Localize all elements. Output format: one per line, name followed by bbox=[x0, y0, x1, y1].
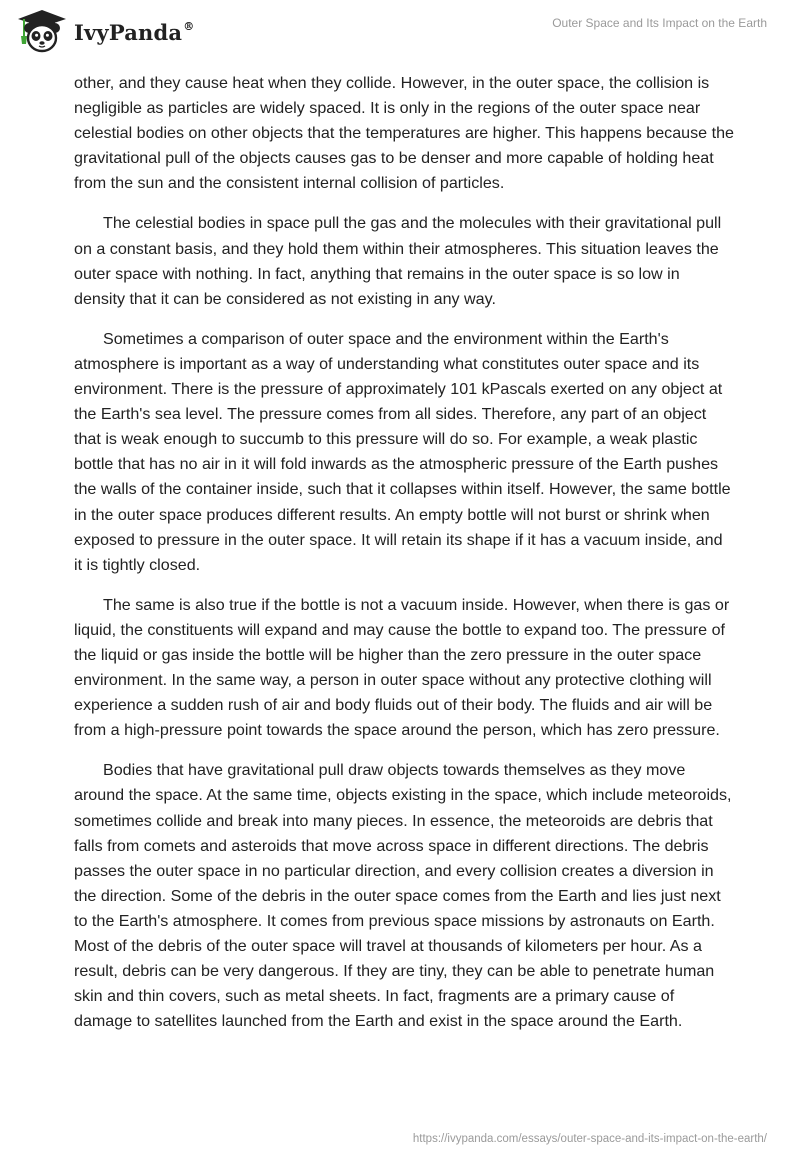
brand-name bbox=[74, 20, 194, 45]
paragraph-3: Sometimes a comparison of outer space and the environment within the Earth's atmosphere is important as a way of understanding what constitutes outer space and its environment. There is the pressure of approximately 101 kPascals exerted on any object at the Earth's sea level. The pressure comes from all sides. Therefore, any part of an object that is weak enough to succumb to this pressure will do so. For example, a weak plastic bottle that has no air in it will fold inwards as the atmospheric pressure of the Earth pushes the walls of the container inside, such that it collapses within itself. However, the same bottle in the outer space produces different results. An empty bottle will not burst or shrink when exposed to pressure in the outer space. It will retain its shape if it has a vacuum inside, and it is tightly closed. bbox=[74, 329, 731, 574]
paragraph-5: Bodies that have gravitational pull draw objects towards themselves as they move around the space. At the same time, objects existing in the space, which include meteoroids, sometimes collide and break into many pieces. In essence, the meteoroids are debris that falls from comets and asteroids that move across space in different directions. The debris passes the outer space in no particular direction, and every collision creates a diversion in the direction. Some of the debris in the outer space comes from the Earth and lies just next to the Earth's atmosphere. It comes from previous space missions by astronauts on Earth. Most of the debris of the outer space will travel at thousands of kilometers per hour. As a result, debris can be very dangerous. If they are tiny, they can be able to penetrate human skin and thin covers, such as metal sheets. In fact, fragments are a primary cause of damage to satellites launched from the Earth and exist in the space around the Earth. bbox=[74, 761, 732, 1031]
brand-name-text: IvyPanda bbox=[74, 19, 183, 45]
source-url-link[interactable]: https://ivypanda.com/essays/outer-space-and-its-impact-on-the-earth/ bbox=[412, 1133, 767, 1145]
document-title: Outer Space and Its Impact on the Earth bbox=[552, 16, 767, 30]
page-header bbox=[0, 0, 800, 60]
paragraph-1: other, and they cause heat when they collide. However, in the outer space, the collision is negligible as particles are widely spaced. It is only in the regions of the outer space near celestial bodies on other objects that the temperatures are higher. This happens because the gravitational pull of the objects causes gas to be denser and more capable of holding heat from the sun and the consistent internal collision of particles. bbox=[74, 74, 734, 193]
panda-graduate-icon bbox=[14, 8, 70, 54]
registered-mark: ® bbox=[183, 19, 195, 33]
paragraph-2: The celestial bodies in space pull the gas and the molecules with their gravitational pull on a constant basis, and they hold them within their atmospheres. This situation leaves the outer space with nothing. In fact, anything that remains in the outer space is so low in density that it can be considered as not existing in any way. bbox=[74, 214, 722, 308]
paragraph-4: The same is also true if the bottle is not a vacuum inside. However, when there is gas or liquid, the constituents will expand and may cause the bottle to expand too. The pressure of the liquid or gas inside the bottle will be higher than the zero pressure in the outer space environment. In the same way, a person in outer space without any protective clothing will experience a sudden rush of air and body fluids out of their body. The fluids and air will be from a high-pressure point towards the space around the person, which has zero pressure. bbox=[74, 595, 730, 740]
essay-body bbox=[74, 71, 734, 1049]
ivypanda-logo-link[interactable] bbox=[14, 8, 194, 54]
